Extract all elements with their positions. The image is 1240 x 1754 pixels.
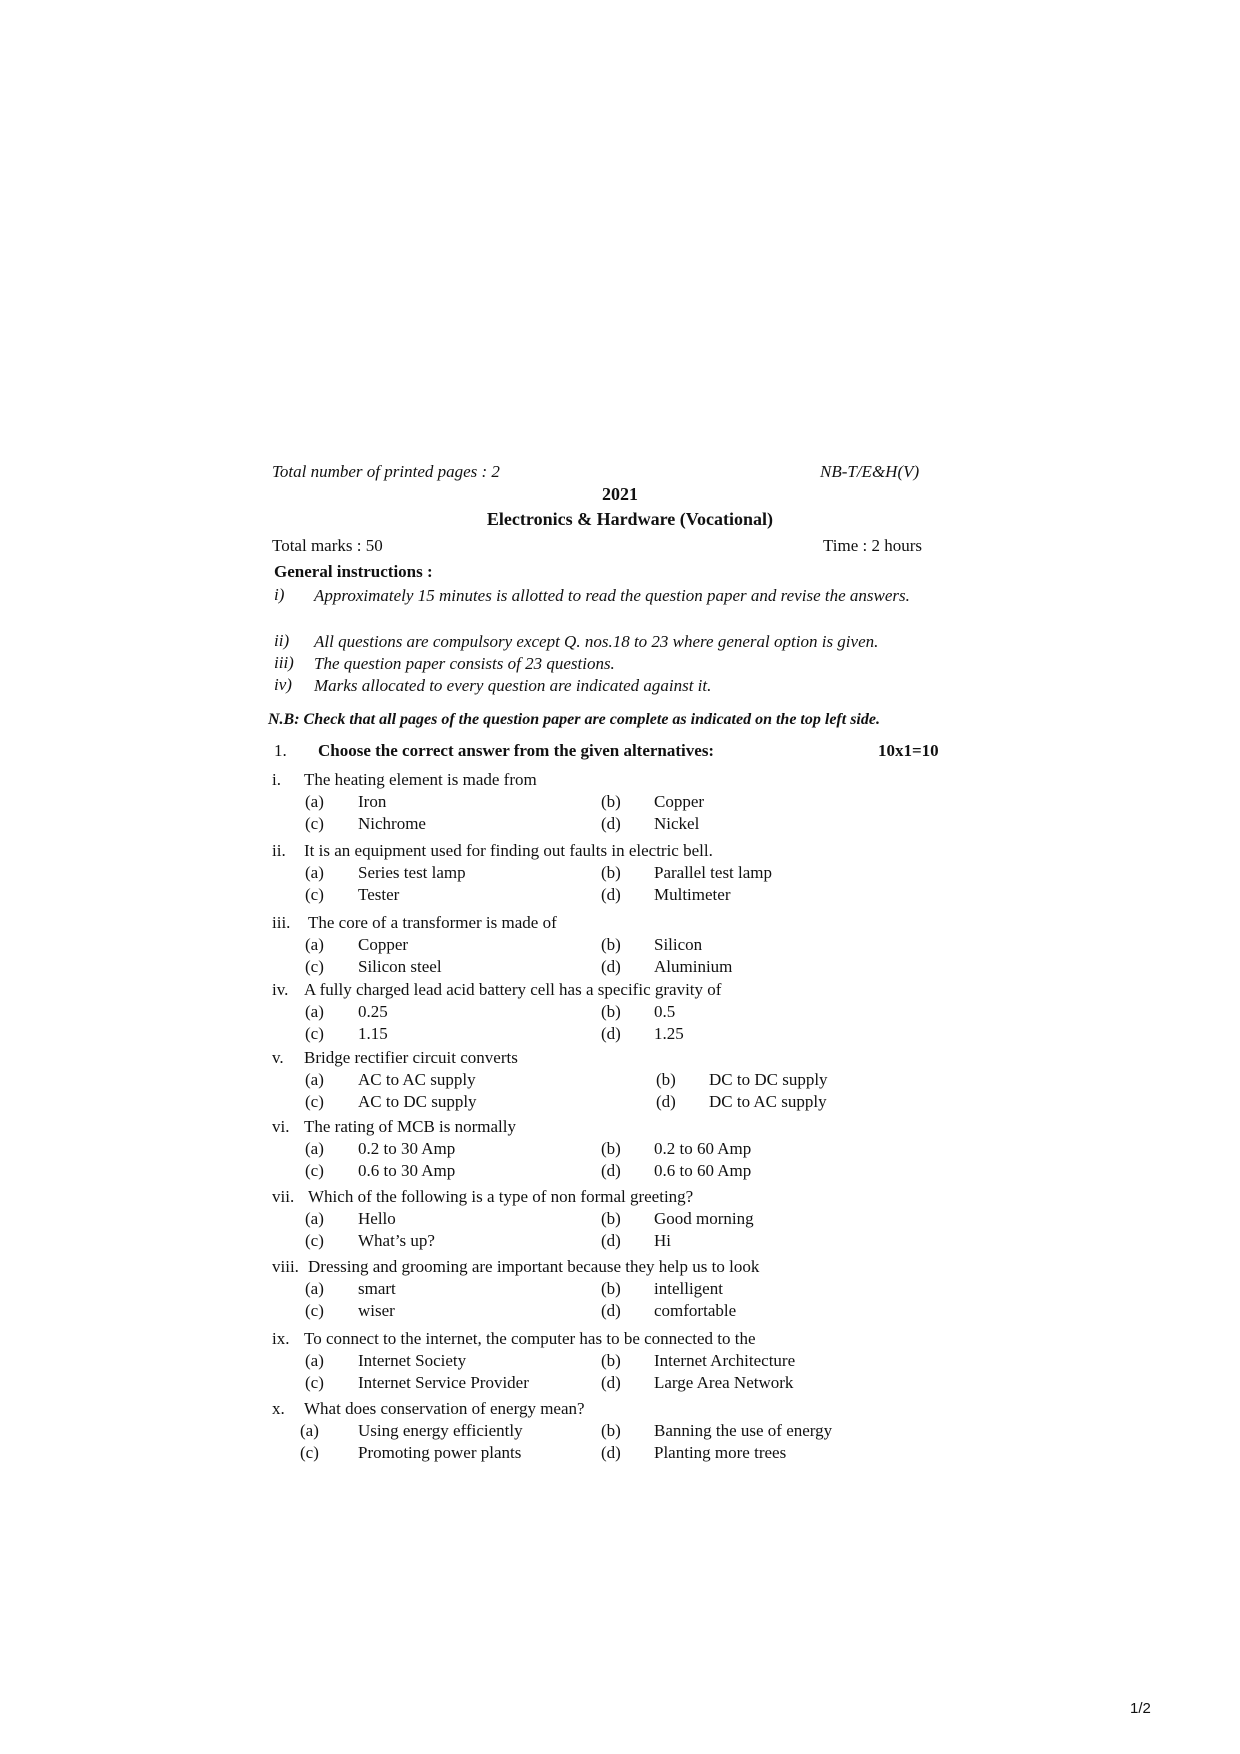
instruction-item [274,585,986,629]
option-text: Nickel [654,814,700,833]
question-number: vii. [272,1187,295,1206]
instruction-text: The question paper consists of 23 questions. [314,654,615,673]
option-text: Copper [358,935,409,954]
question-stem [272,1048,518,1068]
option-text: 1.25 [654,1024,684,1043]
question-number: ix. [272,1329,290,1348]
page-number: 1/2 [1130,1700,1151,1717]
total-marks: Total marks : 50 [272,536,383,555]
question-number: vi. [272,1117,290,1136]
option-text: wiser [358,1301,395,1320]
question-stem [272,770,537,790]
question-text: Which of the following is a type of non formal greeting? [308,1187,694,1206]
option-text: Tester [358,885,400,904]
option-text: intelligent [654,1279,723,1298]
option-label: (d) [601,1301,621,1320]
option-label: (b) [656,1070,676,1089]
question-stem [272,1257,759,1277]
question-text: It is an equipment used for finding out faults in electric bell. [304,841,713,860]
printed-pages-note: Total number of printed pages : 2 [272,462,500,481]
option-label: (a) [305,1279,324,1298]
option-label: (a) [305,1002,324,1021]
option-text: 0.2 to 60 Amp [654,1139,752,1158]
option-label: (b) [601,1139,621,1158]
question-stem [272,980,721,1000]
option-text: Large Area Network [654,1373,794,1392]
option-label: (a) [305,792,324,811]
question-stem [272,1187,693,1207]
subject-title: Electronics & Hardware (Vocational) [486,509,774,529]
option-text: Silicon steel [358,957,442,976]
option-text: 0.2 to 30 Amp [358,1139,456,1158]
option-text: Banning the use of energy [654,1421,833,1440]
option-label: (c) [305,1301,324,1320]
question-text: The rating of MCB is normally [304,1117,517,1136]
question-number: iii. [272,913,291,932]
option-text: Series test lamp [358,863,466,882]
option-text: Internet Architecture [654,1351,796,1370]
option-text: Nichrome [358,814,426,833]
question-stem [272,1117,516,1137]
option-text: Silicon [654,935,703,954]
instructions-title: General instructions : [274,562,433,581]
question-number: iv. [272,980,289,999]
question-number: viii. [272,1257,299,1276]
option-text: DC to AC supply [709,1092,827,1111]
option-text: Internet Society [358,1351,467,1370]
option-label: (a) [305,1209,324,1228]
option-text: Planting more trees [654,1443,787,1462]
question-title: Choose the correct answer from the given alternatives: [318,741,715,760]
question-text: Dressing and grooming are important because they help us to look [308,1257,760,1276]
question-number: ii. [272,841,286,860]
option-text: comfortable [654,1301,737,1320]
option-label: (d) [601,1024,621,1043]
instruction-text: All questions are compulsory except Q. nos.18 to 23 where general option is given. [314,632,879,651]
option-label: (c) [305,814,324,833]
question-stem [272,1399,585,1419]
option-text: Aluminium [654,957,733,976]
option-label: (d) [601,885,621,904]
option-text: Good morning [654,1209,754,1228]
option-text: Multimeter [654,885,731,904]
option-label: (c) [305,885,324,904]
option-label: (c) [305,957,324,976]
instruction-number: ii) [274,631,290,650]
question-number: v. [272,1048,284,1067]
question-stem [272,841,713,861]
option-label: (d) [601,957,621,976]
option-text: smart [358,1279,396,1298]
question-text: The core of a transformer is made of [308,913,557,932]
option-label: (c) [305,1231,324,1250]
question-number: i. [272,770,281,789]
question-stem [272,913,557,933]
nb-note: N.B: Check that all pages of the question paper are complete as indicated on the top left side. [268,711,880,728]
option-label: (d) [601,1231,621,1250]
instruction-text: Marks allocated to every question are indicated against it. [314,676,712,695]
option-label: (b) [601,1421,621,1440]
option-label: (b) [601,935,621,954]
option-text: DC to DC supply [709,1070,828,1089]
option-label: (d) [656,1092,676,1111]
question-text: Bridge rectifier circuit converts [304,1048,518,1067]
option-label: (c) [305,1161,324,1180]
question-number: x. [272,1399,285,1418]
question-text: The heating element is made from [304,770,537,789]
option-label: (a) [305,1351,324,1370]
option-text: 0.25 [358,1002,388,1021]
option-text: 0.5 [654,1002,676,1021]
option-text: AC to DC supply [358,1092,477,1111]
option-label: (d) [601,1373,621,1392]
option-label: (b) [601,1351,621,1370]
question-text: What does conservation of energy mean? [304,1399,585,1418]
option-label: (b) [601,863,621,882]
option-label: (c) [300,1443,319,1462]
option-text: What’s up? [358,1231,435,1250]
question-number: 1. [274,741,287,760]
option-label: (a) [305,1070,324,1089]
option-label: (a) [300,1421,319,1440]
option-text: 0.6 to 60 Amp [654,1161,752,1180]
option-text: 1.15 [358,1024,388,1043]
option-label: (d) [601,814,621,833]
marks-row [272,536,990,556]
instruction-number: iv) [274,675,292,694]
instruction-number: i) [274,585,285,604]
option-label: (a) [305,863,324,882]
option-label: (d) [601,1443,621,1462]
option-text: Using energy efficiently [358,1421,523,1440]
instruction-number: iii) [274,653,294,672]
option-label: (c) [305,1024,324,1043]
option-label: (c) [305,1373,324,1392]
question-stem [272,1329,756,1349]
option-label: (b) [601,1209,621,1228]
option-text: Parallel test lamp [654,863,773,882]
option-text: Hello [358,1209,396,1228]
option-label: (b) [601,1002,621,1021]
question-text: A fully charged lead acid battery cell has a specific gravity of [304,980,722,999]
time-allowed: Time : 2 hours [823,536,923,555]
option-label: (b) [601,792,621,811]
paper-code: NB-T/E&H(V) [820,462,920,481]
option-text: Promoting power plants [358,1443,522,1462]
option-label: (b) [601,1279,621,1298]
option-text: Copper [654,792,705,811]
question-text: To connect to the internet, the computer has to be connected to the [304,1329,756,1348]
option-text: 0.6 to 30 Amp [358,1161,456,1180]
option-text: AC to AC supply [358,1070,476,1089]
option-text: Internet Service Provider [358,1373,529,1392]
option-label: (a) [305,1139,324,1158]
option-label: (a) [305,935,324,954]
option-text: Hi [654,1231,671,1250]
option-label: (c) [305,1092,324,1111]
option-text: Iron [358,792,387,811]
question-marks: 10x1=10 [878,741,939,760]
exam-year: 2021 [602,484,638,504]
option-label: (d) [601,1161,621,1180]
instruction-text: Approximately 15 minutes is allotted to read the question paper and revise the answers. [314,586,910,605]
